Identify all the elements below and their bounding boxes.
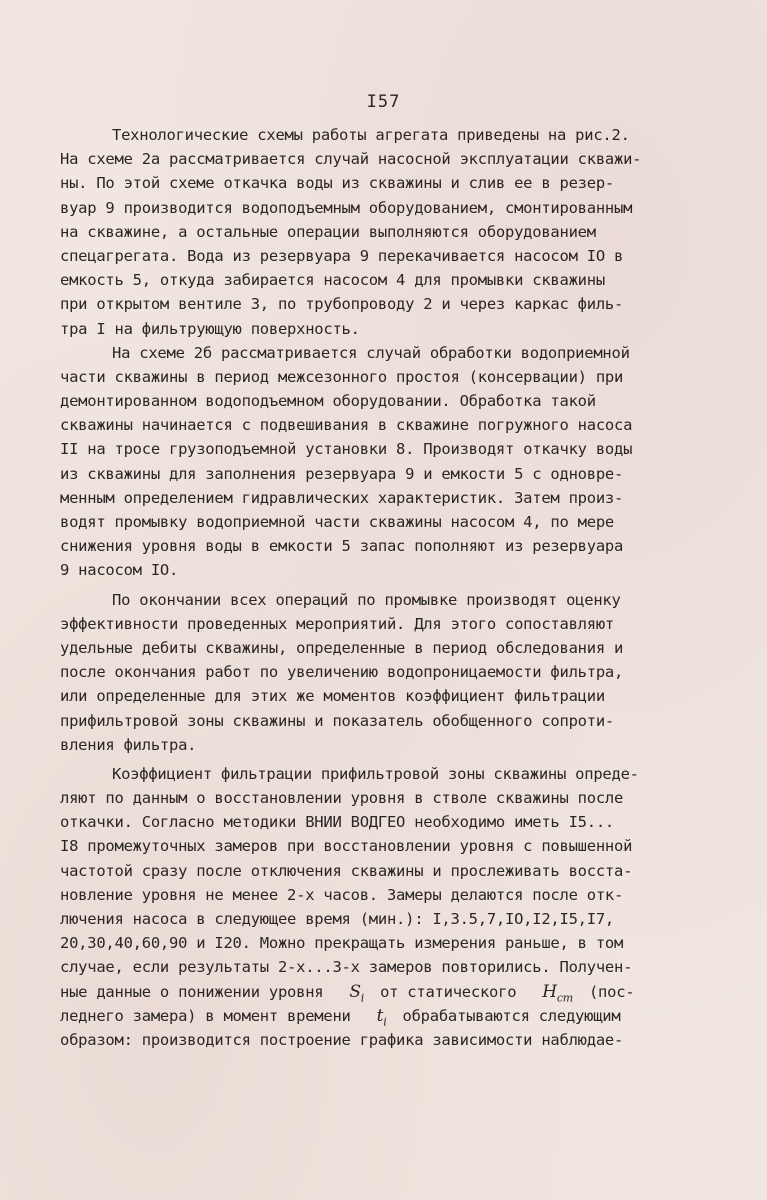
text-line: демонтированном водоподъемном оборудовании. Обработка такой xyxy=(60,392,596,411)
text-line: откачки. Согласно методики ВНИИ ВОДГЕО необходимо иметь I5... xyxy=(60,813,614,832)
formula-text-middle: от статического xyxy=(380,982,517,1001)
text-line: удельные дебиты скважины, определенные в период обследования и xyxy=(60,638,624,657)
formula-line xyxy=(60,980,720,1004)
text-line: эффективности проведенных мероприятий. Для этого сопоставляют xyxy=(60,614,614,633)
formula-text-before: ные данные о понижении уровня xyxy=(60,982,324,1001)
page-number: I57 xyxy=(366,92,401,112)
text-line: лючения насоса в следующее время (мин.): I,3.5,7,IO,I2,I5,I7, xyxy=(60,910,614,928)
text-line: спецагрегата. Вода из резервуара 9 перекачивается насосом IO в xyxy=(60,246,624,265)
formula-text-after: (пос- xyxy=(588,982,635,1001)
text-line: или определенные для этих же моментов коэффициент фильтрации xyxy=(60,687,605,706)
text-line: частотой сразу после отключения скважины и прослеживать восста- xyxy=(60,861,633,880)
text-line: На схеме 2б рассматривается случай обработки водоприемной xyxy=(112,343,630,362)
text-line: скважины начинается с подвешивания в скважине погружного насоса xyxy=(60,416,633,435)
text-line: случае, если результаты 2-х...3-х замеров повторились. Получен- xyxy=(60,958,633,977)
symbol-h-st: $H_{ст}$ xyxy=(542,981,573,1004)
text-line: после окончания работ по увеличению водопроницаемости фильтра, xyxy=(60,663,624,682)
symbol-t-i: $t_i$ xyxy=(376,1005,387,1028)
text-line: части скважины в период межсезонного простоя (консервации) при xyxy=(60,367,624,386)
text-line: Коэффициент фильтрации прифильтровой зоны скважины опреде- xyxy=(112,764,639,783)
text-line: По окончании всех операций по промывке производят оценку xyxy=(112,590,621,609)
text-line: снижения уровня воды в емкости 5 запас пополняют из резервуара xyxy=(60,537,624,556)
text-line: ны. По этой схеме откачка воды из скважины и слив ее в резер- xyxy=(60,174,614,193)
text-line: на скважине, а остальные операции выполняются оборудованием xyxy=(60,222,596,241)
text-line: емкость 5, откуда забирается насосом 4 для промывки скважины xyxy=(60,271,605,290)
symbol-s-i: $S_i$ xyxy=(349,981,365,1004)
text-line: 9 насосом IO. xyxy=(60,561,179,580)
text-line: На схеме 2а рассматривается случай насосной эксплуатации скважи- xyxy=(60,150,642,169)
text-line: прифильтровой зоны скважины и показатель обобщенного сопроти- xyxy=(60,711,614,730)
paragraph-4 xyxy=(60,762,720,1052)
text-line: образом: производится построение графика зависимости наблюдае- xyxy=(60,1030,624,1049)
text-line: вуар 9 производится водоподъемным оборудованием, смонтированным xyxy=(60,198,633,217)
text-line: новление уровня не менее 2-х часов. Замеры делаются после отк- xyxy=(60,885,624,904)
text-line: водят промывку водоприемной части скважины насосом 4, по мере xyxy=(60,513,614,531)
paragraph-2 xyxy=(60,341,720,583)
text-line: Технологические схемы работы агрегата приведены на рис.2. xyxy=(112,126,630,144)
text-line: при открытом вентиле 3, по трубопроводу 2 и через каркас филь- xyxy=(60,295,624,314)
paragraph-1 xyxy=(60,123,720,341)
formula-text-after: обрабатываются следующим xyxy=(402,1006,621,1025)
text-line: II на тросе грузоподъемной установки 8. Производят откачку воды xyxy=(60,440,633,459)
text-line: тра I на фильтрующую поверхность. xyxy=(60,319,360,338)
paragraph-3 xyxy=(60,588,720,757)
text-line: менным определением гидравлических характеристик. Затем произ- xyxy=(60,488,624,507)
text-line: из скважины для заполнения резервуара 9 и емкости 5 с одновре- xyxy=(60,464,624,483)
text-line: ляют по данным о восстановлении уровня в стволе скважины после xyxy=(60,789,624,808)
text-line: вления фильтра. xyxy=(60,735,197,754)
formula-text-before: леднего замера) в момент времени xyxy=(60,1006,351,1025)
body-text xyxy=(60,123,720,1052)
text-line: I8 промежуточных замеров при восстановлении уровня с повышенной xyxy=(60,837,633,856)
text-line: 20,30,40,60,90 и I20. Можно прекращать измерения раньше, в том xyxy=(60,934,624,953)
formula-line xyxy=(60,1004,720,1028)
